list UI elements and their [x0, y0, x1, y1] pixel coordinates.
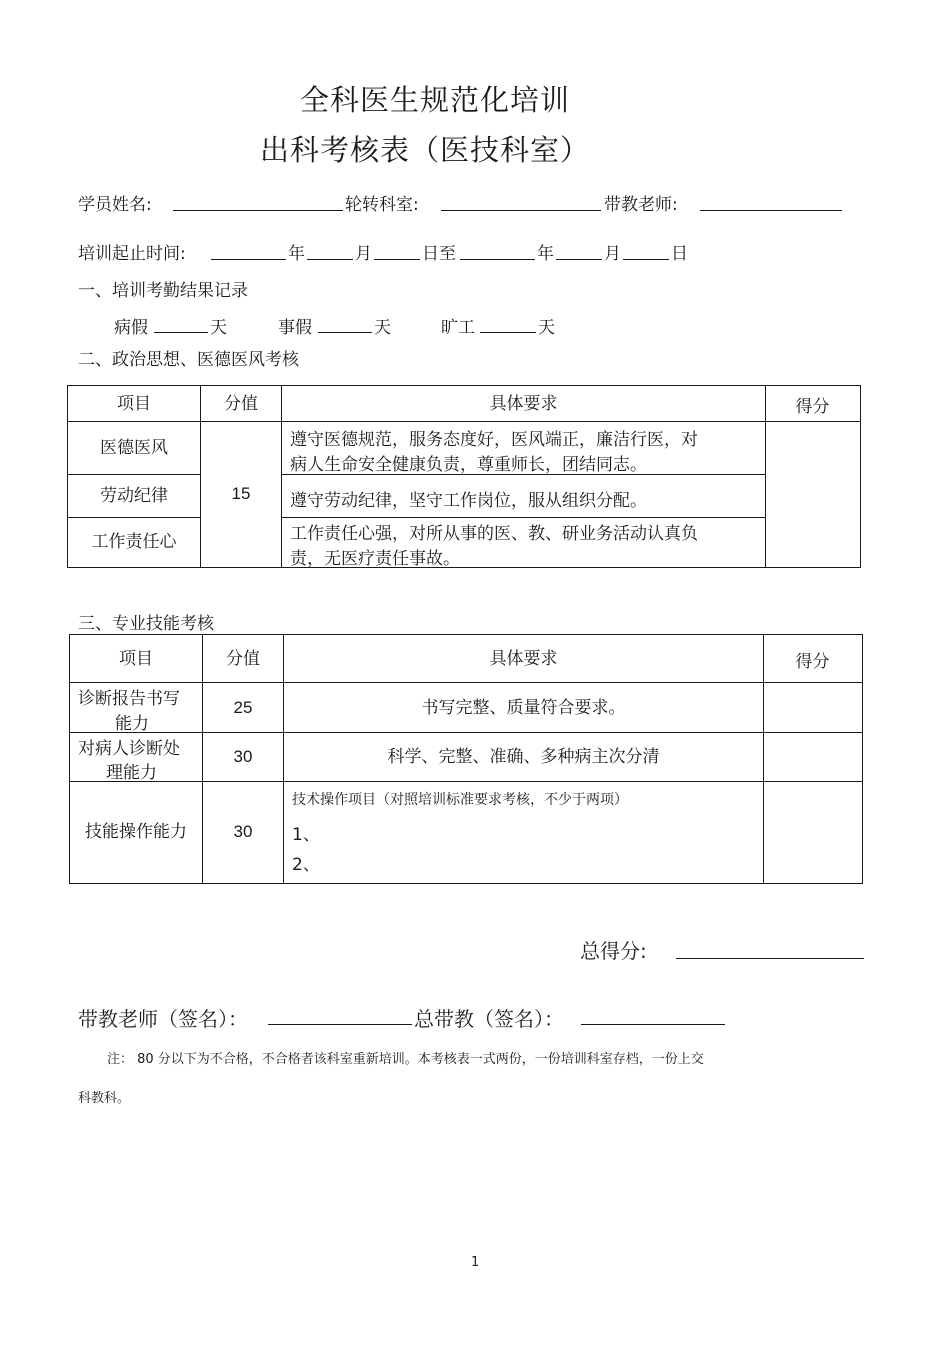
page-number: 1 — [471, 1255, 480, 1270]
ethics-row-divider-2b — [281, 517, 765, 518]
start-day-unit: 日至 — [422, 244, 456, 264]
teacher-label: 带教老师: — [604, 195, 678, 215]
ethics-req-1-line1: 遵守医德规范，服务态度好，医风端正，廉洁行医，对 — [290, 430, 698, 450]
personal-leave-unit: 天 — [374, 318, 391, 338]
ethics-req-1-line2: 病人生命安全健康负责，尊重师长，团结同志。 — [290, 455, 647, 475]
ethics-shared-score: 15 — [231, 484, 251, 503]
start-month-field[interactable] — [307, 259, 353, 260]
student-name-label: 学员姓名: — [78, 195, 152, 215]
total-score-label: 总得分: — [580, 939, 647, 963]
teacher-signature-field[interactable] — [268, 1024, 412, 1025]
start-year-field[interactable] — [211, 259, 286, 260]
note-line-1: 注： 80 分以下为不合格，不合格者该科室重新培训。本考核表一式两份，一份培训科室存档，一份上交 — [107, 1052, 704, 1067]
absence-label: 旷工 — [441, 318, 475, 338]
title-line-2: 出科考核表（医技科室） — [260, 133, 591, 167]
end-year-unit: 年 — [537, 244, 554, 264]
ethics-row-item-2: 劳动纪律 — [100, 486, 168, 506]
ethics-req-3-line2: 责，无医疗责任事故。 — [290, 549, 460, 569]
skills-header-requirement: 具体要求 — [489, 648, 558, 669]
personal-leave-field[interactable] — [318, 332, 372, 333]
skills-row-3-item1: 1、 — [292, 825, 320, 845]
skills-row-1-score: 25 — [233, 697, 253, 717]
absence-unit: 天 — [538, 318, 555, 338]
sick-leave-field[interactable] — [154, 332, 208, 333]
section3-heading: 三、专业技能考核 — [78, 614, 214, 634]
end-month-unit: 月 — [604, 244, 621, 264]
ethics-header-score: 分值 — [224, 393, 258, 414]
title-line-1: 全科医生规范化培训 — [300, 83, 571, 117]
skills-header-points: 得分 — [795, 651, 830, 672]
skills-row-1-points-field[interactable] — [764, 683, 861, 732]
skills-row-2-item-line2: 理能力 — [106, 763, 157, 783]
sick-leave-unit: 天 — [210, 318, 227, 338]
skills-header-score: 分值 — [226, 648, 260, 669]
total-score-field[interactable] — [676, 958, 864, 959]
chief-signature-label: 总带教（签名）： — [414, 1007, 564, 1031]
skills-row-3-points-field[interactable] — [764, 782, 861, 882]
sick-leave-label: 病假 — [114, 318, 148, 338]
ethics-header-requirement: 具体要求 — [489, 393, 558, 414]
end-year-field[interactable] — [460, 259, 535, 260]
skills-row-1-item-line2: 能力 — [115, 714, 149, 734]
ethics-req-3-line1: 工作责任心强，对所从事的医、教、研业务活动认真负 — [290, 524, 698, 544]
ethics-points-field[interactable] — [766, 422, 859, 566]
period-label: 培训起止时间: — [78, 244, 186, 264]
skills-row-3-item: 技能操作能力 — [85, 822, 187, 842]
chief-signature-field[interactable] — [581, 1024, 725, 1025]
ethics-row-item-3: 工作责任心 — [91, 532, 177, 552]
end-day-field[interactable] — [623, 259, 669, 260]
start-day-field[interactable] — [374, 259, 420, 260]
start-year-unit: 年 — [288, 244, 305, 264]
skills-row-2-points-field[interactable] — [764, 733, 861, 781]
skills-row-3-score: 30 — [233, 822, 253, 841]
ethics-req-2: 遵守劳动纪律，坚守工作岗位，服从组织分配。 — [290, 491, 647, 511]
end-month-field[interactable] — [556, 259, 602, 260]
personal-leave-label: 事假 — [278, 318, 312, 338]
ethics-header-points: 得分 — [795, 396, 830, 417]
section2-heading: 二、政治思想、医德医风考核 — [78, 350, 299, 370]
absence-field[interactable] — [480, 332, 536, 333]
rotation-dept-field[interactable] — [441, 210, 601, 211]
note-line-2: 科教科。 — [78, 1091, 131, 1106]
skills-row-3-note: 技术操作项目（对照培训标准要求考核，不少于两项） — [292, 792, 628, 808]
end-day-unit: 日 — [671, 244, 688, 264]
student-name-field[interactable] — [173, 210, 343, 211]
ethics-header-item: 项目 — [117, 393, 151, 414]
teacher-signature-label: 带教老师（签名）： — [78, 1007, 248, 1031]
skills-row-1-item-line1: 诊断报告书写 — [78, 689, 180, 709]
skills-row-1-requirement: 书写完整、质量符合要求。 — [421, 697, 626, 718]
skills-row-2-score: 30 — [233, 747, 253, 766]
skills-row-2-item-line1: 对病人诊断处 — [78, 739, 180, 759]
rotation-dept-label: 轮转科室: — [345, 195, 419, 215]
skills-row-2-requirement: 科学、完整、准确、多种病主次分清 — [387, 747, 660, 767]
teacher-field[interactable] — [700, 210, 842, 211]
skills-row-3-item2: 2、 — [292, 855, 320, 875]
skills-header-item: 项目 — [119, 648, 153, 669]
section1-heading: 一、培训考勤结果记录 — [78, 281, 248, 301]
ethics-row-item-1: 医德医风 — [100, 438, 168, 458]
start-month-unit: 月 — [355, 244, 372, 264]
